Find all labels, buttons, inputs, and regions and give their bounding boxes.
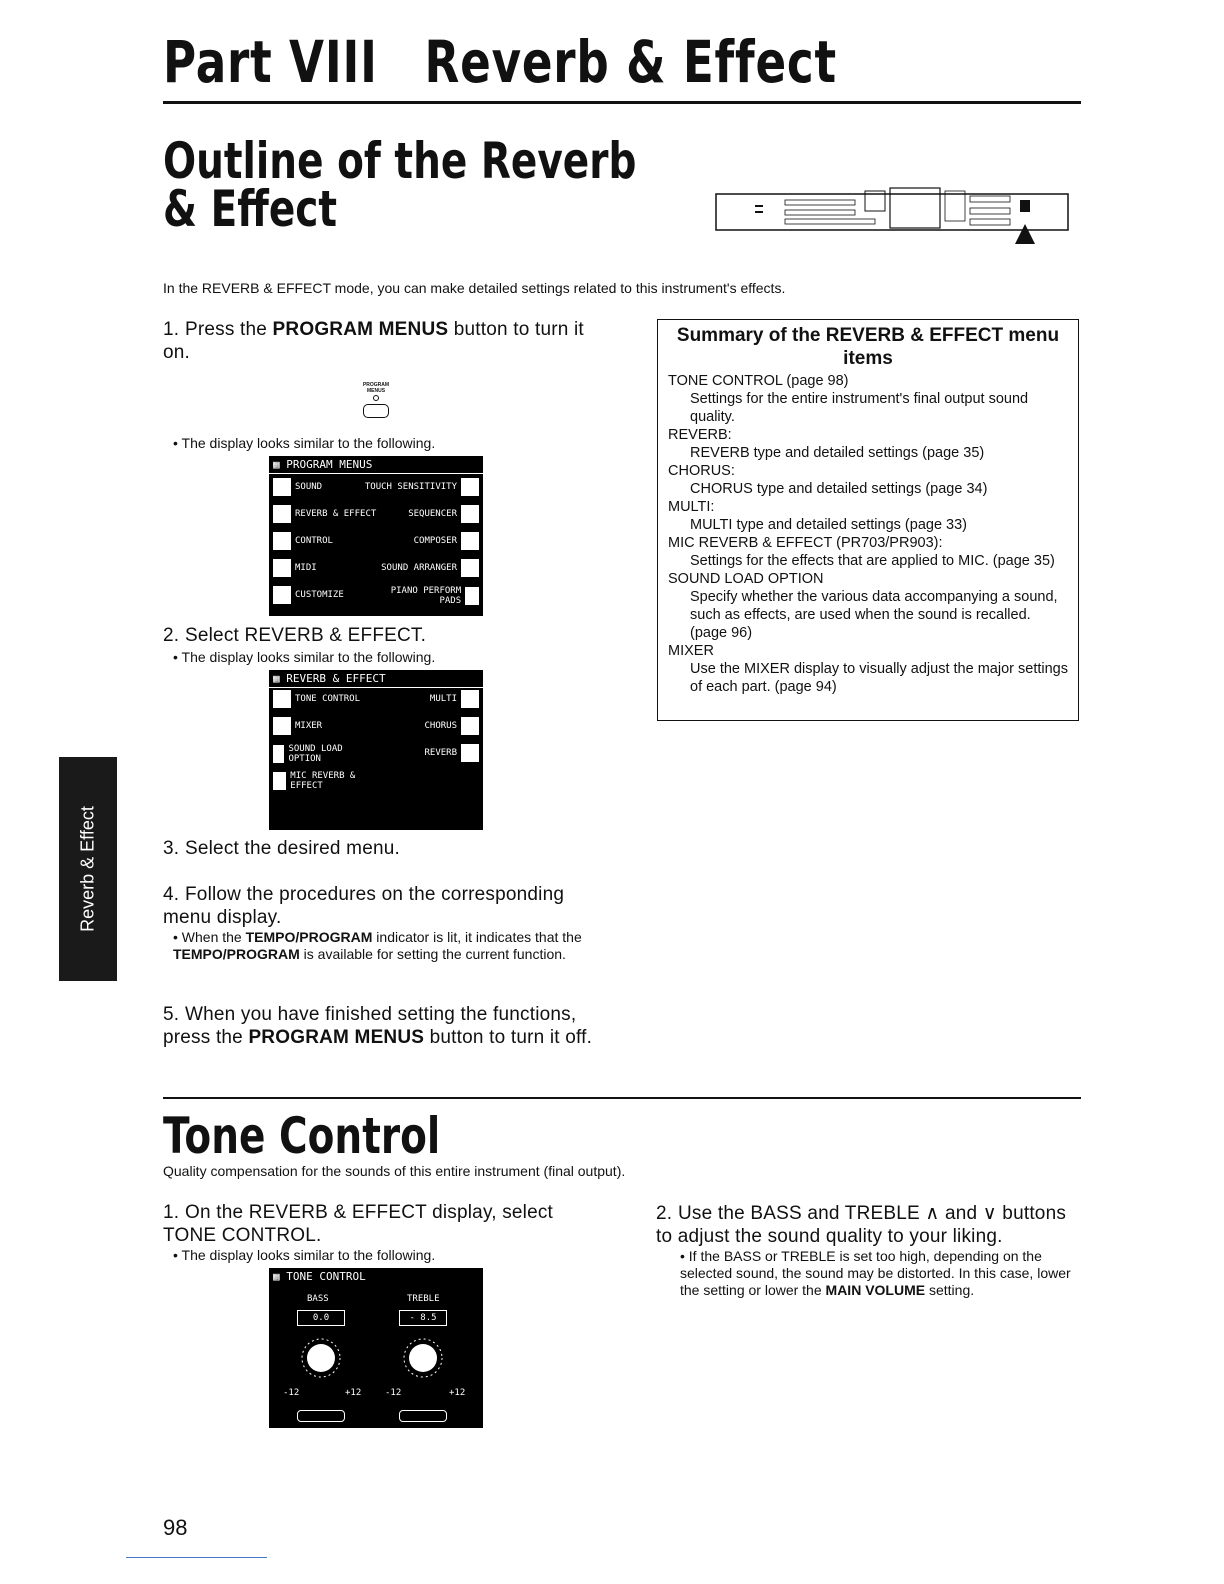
outline-step-3 — [163, 837, 400, 860]
bass-max: +12 — [345, 1388, 362, 1398]
step-number: 1. — [163, 319, 180, 340]
menu-label: SEQUENCER — [408, 509, 457, 519]
menu-item-sound-load — [273, 744, 343, 764]
summary-item-label: SOUND LOAD OPTION — [668, 571, 824, 587]
summary-item-label: MULTI: — [668, 499, 715, 515]
bass-knob — [299, 1336, 343, 1383]
menu-item-mixer — [273, 717, 322, 735]
outline-step-1 — [163, 318, 593, 364]
customize-icon — [273, 586, 291, 604]
display-note-text: The display looks similar to the following. — [181, 1247, 436, 1263]
page-number: 98 — [163, 1515, 188, 1540]
step-text-end: button to turn it off. — [424, 1027, 593, 1048]
step-bold: PROGRAM MENUS — [272, 319, 449, 340]
chorus-icon — [461, 717, 479, 735]
part-name: Reverb & Effect — [424, 28, 837, 96]
button-icon — [363, 404, 389, 418]
summary-title: Summary of the REVERB & EFFECT menu items — [676, 325, 1060, 369]
screen-header: ▦ REVERB & EFFECT — [269, 670, 483, 688]
outline-step-4 — [163, 883, 593, 929]
menu-label: REVERB — [424, 748, 457, 758]
step-number: 1. — [163, 1202, 180, 1223]
side-tab-label: Reverb & Effect — [77, 806, 98, 932]
menu-label: SOUND LOAD OPTION — [288, 744, 343, 764]
treble-value: - 8.5 — [399, 1310, 447, 1326]
summary-item-label: MIC REVERB & EFFECT (PR703/PR903): — [668, 535, 943, 551]
tone-step-2 — [656, 1202, 1084, 1248]
note-text: setting. — [925, 1282, 975, 1298]
step-text: Select the desired menu. — [185, 838, 400, 859]
menu-item-reverb — [273, 505, 376, 523]
panel-diagram — [715, 186, 1070, 251]
reverb-sub-icon — [461, 744, 479, 762]
screen-program-menus — [269, 456, 483, 616]
menu-item-touch — [365, 478, 479, 496]
menu-label: TOUCH SENSITIVITY — [364, 482, 457, 492]
step-text: Use the BASS and TREBLE ∧ and ∨ buttons to adjust the sound quality to your liking. — [656, 1203, 1067, 1247]
midi-icon — [273, 559, 291, 577]
summary-item-desc: CHORUS type and detailed settings (page 34) — [690, 481, 988, 497]
distortion-note: • If the BASS or TREBLE is set too high, depending on the selected sound, the sound may be distorted. In this case, lower the setting or lower the MAIN VOLUME setting. — [680, 1248, 1071, 1298]
menu-item-sound — [273, 478, 322, 496]
menu-label: REVERB & EFFECT — [295, 509, 377, 519]
menu-item-control — [273, 532, 333, 550]
tone-step-1 — [163, 1201, 593, 1247]
composer-icon — [461, 532, 479, 550]
sequencer-icon — [461, 505, 479, 523]
note-text: is available for setting the current function. — [299, 946, 566, 962]
summary-item-label: MIXER — [668, 643, 714, 659]
summary-item-label: TONE CONTROL (page 98) — [668, 373, 849, 389]
note-text: If the BASS or TREBLE is set too high, depending on the selected sound, the sound may be distorted. In this case, lower the setting or lower the — [680, 1248, 1071, 1298]
menu-item-tone-control — [273, 690, 360, 708]
step-text: Select REVERB & EFFECT. — [185, 625, 427, 646]
step-text-end: button to turn it on. — [163, 319, 584, 363]
summary-item-desc: REVERB type and detailed settings (page 35) — [690, 445, 985, 461]
section-rule — [163, 1097, 1081, 1099]
outline-step-2 — [163, 624, 426, 647]
menu-item-reverb-sub — [424, 744, 479, 762]
note-bold: MAIN VOLUME — [825, 1282, 926, 1298]
outline-heading-line2: & Effect — [163, 180, 338, 238]
sound-icon — [273, 478, 291, 496]
tone-control-subtitle: Quality compensation for the sounds of this entire instrument (final output). — [163, 1163, 626, 1179]
bass-label: BASS — [307, 1294, 329, 1304]
menu-item-customize — [273, 586, 344, 604]
bass-value: 0.0 — [297, 1310, 345, 1326]
screen-tone-control — [269, 1268, 483, 1428]
summary-item-label: CHORUS: — [668, 463, 735, 479]
screen-reverb-effect — [269, 670, 483, 830]
summary-item-label: REVERB: — [668, 427, 732, 443]
display-note-3: • The display looks similar to the following. — [173, 1247, 436, 1263]
menu-item-pads — [389, 586, 479, 606]
menu-label: TONE CONTROL — [295, 694, 361, 704]
summary-item-desc: Settings for the entire instrument's final output sound quality. — [690, 391, 1029, 425]
note-text: indicator is lit, it indicates that the — [372, 929, 582, 945]
outline-heading-line1: Outline of the Reverb — [163, 132, 637, 190]
screen-title: TONE CONTROL — [286, 1270, 366, 1283]
treble-min: -12 — [385, 1388, 402, 1398]
menu-label: MIC REVERB & EFFECT — [290, 771, 356, 791]
program-menus-button-label: PROGRAM MENUS — [362, 382, 390, 394]
mixer-icon — [273, 717, 291, 735]
menu-item-arranger — [381, 559, 479, 577]
screen-title: PROGRAM MENUS — [286, 458, 373, 471]
screen-header: ▦ TONE CONTROL — [273, 1270, 366, 1283]
summary-item-desc: Specify whether the various data accompanying a sound, such as effects, are used when the sound is recalled. (page 96) — [690, 589, 1058, 641]
step-number: 3. — [163, 838, 180, 859]
menu-item-sequencer — [408, 505, 479, 523]
summary-item-desc: MULTI type and detailed settings (page 33) — [690, 517, 968, 533]
footer-line — [126, 1557, 267, 1558]
sound-load-icon — [273, 745, 284, 763]
tempo-note: • When the TEMPO/PROGRAM indicator is lit, it indicates that the TEMPO/PROGRAM is available for setting the current function. — [173, 929, 582, 962]
summary-box — [657, 319, 1079, 721]
step-number: 5. — [163, 1004, 180, 1025]
menu-item-mic — [273, 771, 363, 791]
step-text: When you have finished setting the functions, press the — [163, 1004, 577, 1048]
control-icon — [273, 532, 291, 550]
display-note-2: • The display looks similar to the following. — [173, 649, 436, 665]
treble-up-down-button — [399, 1410, 447, 1422]
display-note-text: The display looks similar to the following. — [181, 649, 436, 665]
pads-icon — [465, 587, 479, 605]
treble-max: +12 — [449, 1388, 466, 1398]
mic-icon — [273, 772, 286, 790]
menu-label: MIDI — [295, 563, 317, 573]
header-rule — [163, 101, 1081, 104]
outline-step-5 — [163, 1003, 593, 1049]
side-section-tab — [59, 757, 117, 981]
arranger-icon — [461, 559, 479, 577]
outline-heading — [163, 132, 637, 238]
step-number: 2. — [163, 625, 180, 646]
menu-label: COMPOSER — [413, 536, 457, 546]
menu-label: MIXER — [295, 721, 323, 731]
multi-icon — [461, 690, 479, 708]
treble-knob — [401, 1336, 445, 1383]
bass-min: -12 — [283, 1388, 300, 1398]
display-note-1: • The display looks similar to the following. — [173, 435, 436, 451]
note-text: When the — [181, 929, 246, 945]
bass-up-down-button — [297, 1410, 345, 1422]
menu-label: PIANO PERFORM PADS — [390, 586, 462, 606]
menu-label: SOUND ARRANGER — [381, 563, 457, 573]
reverb-icon — [273, 505, 291, 523]
menu-label: MULTI — [429, 694, 457, 704]
menu-label: CONTROL — [295, 536, 333, 546]
menu-item-multi — [430, 690, 479, 708]
step-number: 4. — [163, 884, 180, 905]
outline-intro: In the REVERB & EFFECT mode, you can make detailed settings related to this instrument's effects. — [163, 280, 786, 296]
touch-icon — [461, 478, 479, 496]
menu-label: SOUND — [295, 482, 323, 492]
tone-control-icon — [273, 690, 291, 708]
step-number: 2. — [656, 1203, 673, 1224]
treble-label: TREBLE — [407, 1294, 440, 1304]
menu-item-chorus — [424, 717, 479, 735]
display-note-text: The display looks similar to the following. — [181, 435, 436, 451]
menu-label: CHORUS — [424, 721, 457, 731]
step-text: On the REVERB & EFFECT display, select TONE CONTROL. — [163, 1202, 554, 1246]
menu-item-composer — [414, 532, 479, 550]
indicator-led-icon — [373, 395, 379, 401]
program-menus-button — [356, 382, 396, 418]
note-bold: TEMPO/PROGRAM — [173, 946, 300, 962]
summary-item-desc: Use the MIXER display to visually adjust the major settings of each part. (page 94) — [690, 661, 1068, 695]
step-text: Press the — [185, 319, 273, 340]
tone-control-heading: Tone Control — [163, 1107, 441, 1165]
menu-label: CUSTOMIZE — [295, 590, 344, 600]
note-bold: TEMPO/PROGRAM — [245, 929, 373, 945]
part-title — [163, 30, 837, 94]
step-text: Follow the procedures on the corresponding menu display. — [163, 884, 565, 928]
step-bold: PROGRAM MENUS — [248, 1027, 425, 1048]
summary-item-desc: Settings for the effects that are applied to MIC. (page 35) — [690, 553, 1055, 569]
screen-header: ▦ PROGRAM MENUS — [269, 456, 483, 474]
part-number: Part VIII — [163, 28, 378, 96]
menu-item-midi — [273, 559, 317, 577]
screen-title: REVERB & EFFECT — [286, 672, 386, 685]
